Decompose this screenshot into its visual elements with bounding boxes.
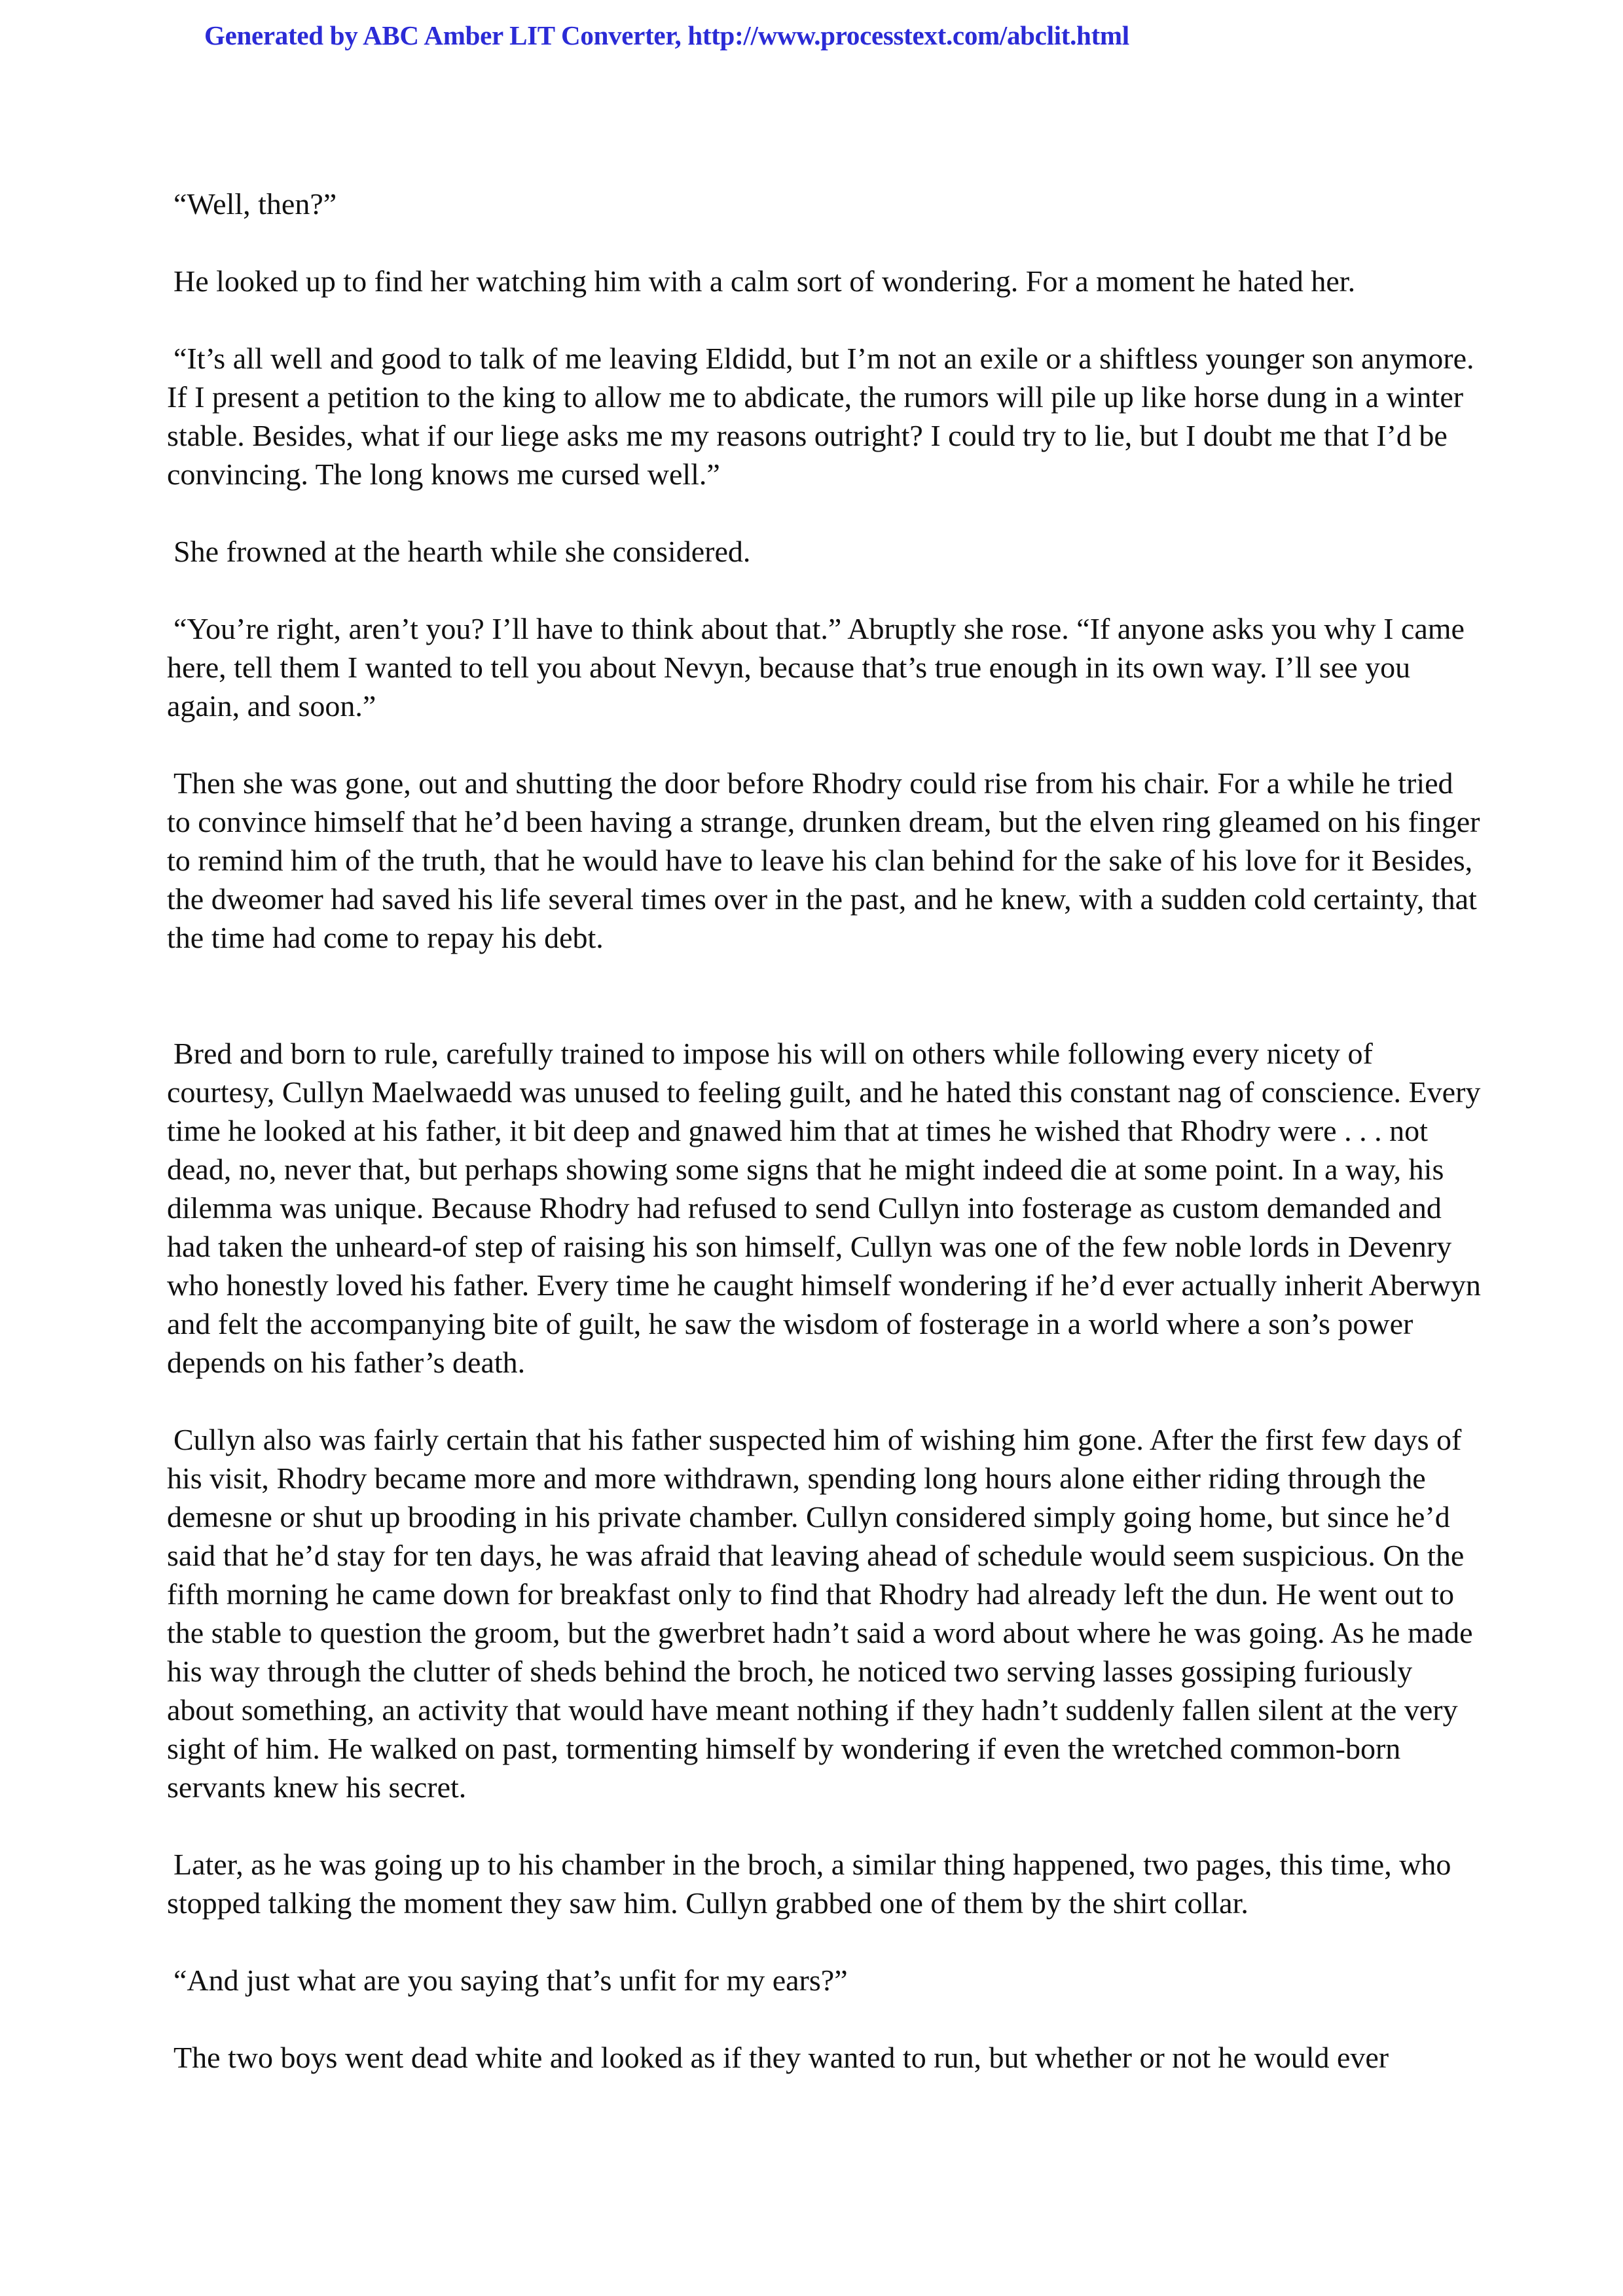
paragraph: The two boys went dead white and looked as if they wanted to run, but whether or not he would ever bbox=[173, 2041, 1389, 2074]
paragraph: “You’re right, aren’t you? I’ll have to think about that.” Abruptly she rose. “If anyone asks you why I came here, tell them I wanted to tell you about Nevyn, because that’s true enough in its own way. I’ll see you again, and soon.” bbox=[167, 612, 1465, 723]
paragraph: Bred and born to rule, carefully trained to impose his will on others while following every nicety of courtesy, Cullyn Maelwaedd was unused to feeling guilt, and he hated this constant nag of conscience. Every time he looked at his father, it bit deep and gnawed him that at times he wished that Rhodry were . . . not dead, no, never that, but perhaps showing some signs that he might indeed die at some point. In a way, his dilemma was unique. Because Rhodry had refused to send Cullyn into fosterage as custom demanded and had taken the unheard-of step of raising his son himself, Cullyn was one of the few noble lords in Devenry who honestly loved his father. Every time he caught himself wondering if he’d ever actually inherit Aberwyn and felt the accompanying bite of guilt, he saw the wisdom of fosterage in a world where a son’s power depends on his father’s death. bbox=[167, 1037, 1481, 1379]
paragraph: He looked up to find her watching him with a calm sort of wondering. For a moment he hated her. bbox=[173, 264, 1356, 298]
paragraph: Later, as he was going up to his chamber in the broch, a similar thing happened, two pages, this time, who stopped talking the moment they saw him. Cullyn grabbed one of them by the shirt collar. bbox=[167, 1848, 1451, 1920]
paragraph: “Well, then?” bbox=[173, 187, 337, 221]
converter-header-link[interactable]: Generated by ABC Amber LIT Converter, http://www.processtext.com/abclit.html bbox=[204, 20, 1129, 50]
paragraph: She frowned at the hearth while she considered. bbox=[173, 535, 751, 568]
paragraph: “And just what are you saying that’s unfit for my ears?” bbox=[173, 1964, 848, 1997]
paragraph: Then she was gone, out and shutting the door before Rhodry could rise from his chair. For a while he tried to convince himself that he’d been having a strange, drunken dream, but the elven ring gleamed on his finger to remind him of the truth, that he would have to leave his clan behind for the sake of his love for it Besides, the dweomer had saved his life several times over in the past, and he knew, with a sudden cold certainty, that the time had come to repay his debt. bbox=[167, 766, 1480, 954]
paragraph: “It’s all well and good to talk of me leaving Eldidd, but I’m not an exile or a shiftless younger son anymore. If I present a petition to the king to allow me to abdicate, the rumors will pile up like horse dung in a winter stable. Besides, what if our liege asks me my reasons outright? I could try to lie, but I doubt me that I’d be convincing. The long knows me cursed well.” bbox=[167, 342, 1474, 491]
book-text bbox=[167, 185, 1483, 2115]
paragraph: Cullyn also was fairly certain that his father suspected him of wishing him gone. After the first few days of his visit, Rhodry became more and more withdrawn, spending long hours alone either riding through the demesne or shut up brooding in his private chamber. Cullyn considered simply going home, but since he’d said that he’d stay for ten days, he was afraid that leaving ahead of schedule would seem suspicious. On the fifth morning he came down for breakfast only to find that Rhodry had already left the dun. He went out to the stable to question the groom, but the gwerbret hadn’t said a word about where he was going. As he made his way through the clutter of sheds behind the broch, he noticed two serving lasses gossiping furiously about something, an activity that would have meant nothing if they hadn’t suddenly fallen silent at the very sight of him. He walked on past, tormenting himself by wondering if even the wretched common-born servants knew his secret. bbox=[167, 1423, 1473, 1804]
